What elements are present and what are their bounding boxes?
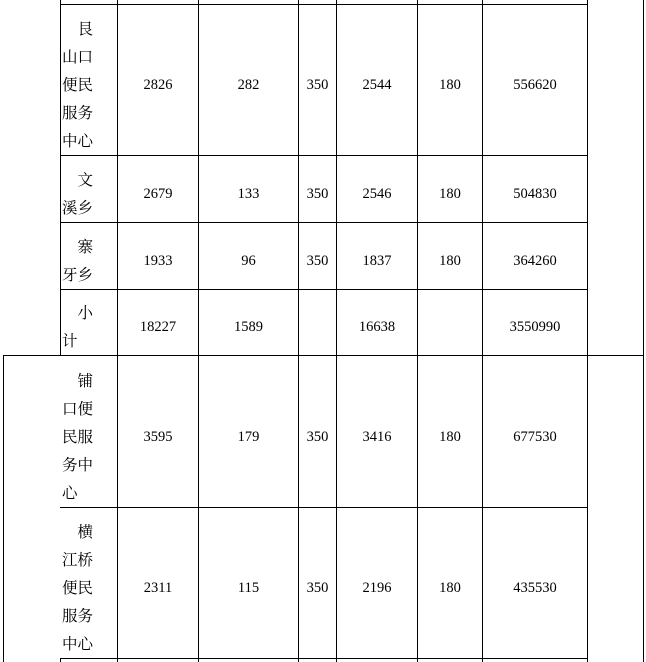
column-divider — [298, 0, 299, 662]
cell-value: 3550990 — [509, 319, 561, 335]
cell-value: 556620 — [513, 77, 557, 93]
cell-value: 180 — [439, 253, 461, 269]
table-border-right — [643, 0, 644, 662]
cell-value: 96 — [241, 253, 256, 269]
cell-value: 3416 — [362, 429, 392, 445]
cell-value: 2544 — [362, 77, 392, 93]
column-divider — [417, 0, 418, 662]
cell-value: 1933 — [143, 253, 173, 269]
cell-value: 435530 — [513, 580, 557, 596]
row-name-cell: 铺 口便 民服 务中 心 — [62, 372, 94, 502]
cell-value: 180 — [439, 77, 461, 93]
cell-value: 16638 — [358, 319, 396, 335]
row-divider — [3, 355, 644, 356]
cell-value: 18227 — [139, 319, 177, 335]
column-divider — [60, 0, 61, 355]
cell-value: 133 — [237, 186, 260, 202]
cell-value: 282 — [237, 77, 260, 93]
row-divider — [60, 507, 588, 508]
cell-value: 180 — [439, 186, 461, 202]
row-name-cell: 文 溪乡 — [62, 171, 94, 217]
row-name-cell: 艮 山口 便民 服务 中心 — [62, 20, 94, 150]
cell-value: 180 — [439, 580, 461, 596]
cell-value: 350 — [306, 186, 329, 202]
row-divider — [60, 658, 588, 659]
cell-value: 364260 — [513, 253, 557, 269]
cell-value: 2311 — [143, 580, 173, 596]
cell-value: 504830 — [513, 186, 557, 202]
column-divider — [587, 0, 588, 662]
cell-value: 350 — [306, 253, 329, 269]
row-divider — [60, 289, 588, 290]
cell-value: 115 — [237, 580, 260, 596]
row-name-cell: 横 江桥 便民 服务 中心 — [62, 523, 94, 653]
cell-value: 350 — [306, 429, 329, 445]
table-border-left — [3, 355, 4, 662]
cell-value: 3595 — [143, 429, 173, 445]
cell-value: 2196 — [362, 580, 392, 596]
cell-value: 180 — [439, 429, 461, 445]
row-divider — [60, 4, 588, 5]
cell-value: 2679 — [143, 186, 173, 202]
cell-value: 1589 — [234, 319, 263, 335]
cell-value: 677530 — [513, 429, 557, 445]
cell-value: 179 — [237, 429, 260, 445]
cell-value: 350 — [306, 77, 329, 93]
cell-value: 1837 — [362, 253, 392, 269]
row-divider — [60, 222, 588, 223]
cell-value: 2546 — [362, 186, 392, 202]
row-divider — [60, 155, 588, 156]
row-name-cell: 小 计 — [62, 304, 94, 350]
cell-value: 2826 — [143, 77, 173, 93]
row-name-cell: 寨 牙乡 — [62, 238, 94, 284]
cell-value: 350 — [306, 580, 329, 596]
